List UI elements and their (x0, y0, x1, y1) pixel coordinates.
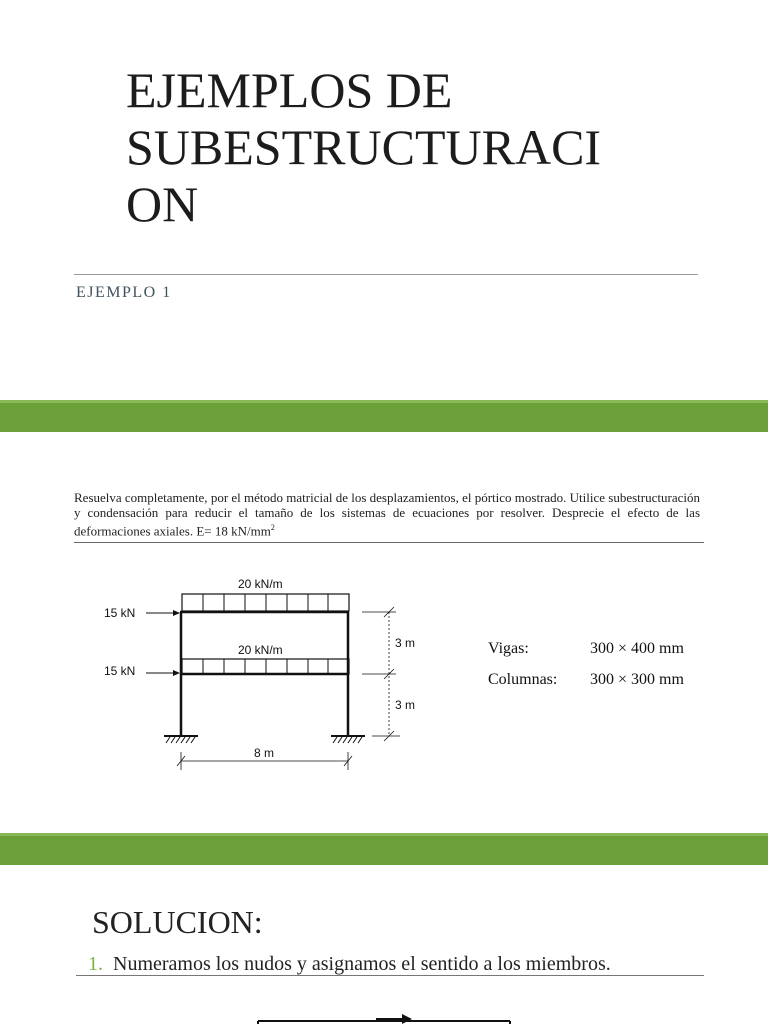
height-lower-label: 3 m (395, 698, 416, 712)
span-label: 8 m (254, 746, 275, 760)
height-upper-label: 3 m (395, 636, 416, 650)
step-divider (76, 975, 704, 976)
right-support (331, 736, 365, 743)
problem-text: Resuelva completamente, por el método matricial de los desplazamientos, el pórtico mostrado. Utilice subestructuración y condensación para reducir el tamaño de los sistemas de ecuaciones por resolver. Desprecie el efecto de las deformaciones axiales. E= 18 kN/mm (74, 490, 700, 539)
step-text: Numeramos los nudos y asignamos el sentido a los miembros. (113, 953, 611, 975)
solution-heading: SOLUCION: (92, 904, 263, 940)
top-load-label: 20 kN/m (238, 577, 283, 591)
title-divider (74, 274, 698, 275)
title-line: ON (126, 176, 199, 232)
force-mid-label: 15 kN (104, 664, 136, 678)
subtitle: EJEMPLO 1 (76, 284, 172, 301)
step-number: 1. (88, 953, 103, 975)
property-value: 300 × 400 mm (590, 640, 684, 657)
title-line: EJEMPLOS DE (126, 62, 453, 118)
property-name: Columnas: (488, 671, 558, 688)
mid-load-divisions (203, 659, 328, 674)
property-row (488, 640, 684, 671)
force-top-arrowhead (173, 610, 180, 616)
property-row (488, 671, 684, 702)
slide-separator (0, 836, 768, 865)
mid-load-label: 20 kN/m (238, 643, 283, 657)
title-line: SUBESTRUCTURACI (126, 119, 602, 175)
top-load-divisions (203, 594, 328, 611)
property-name: Vigas: (488, 640, 529, 657)
solution-step (88, 953, 611, 976)
problem-statement (74, 490, 700, 538)
left-support (164, 736, 198, 743)
solution-diagram (256, 1010, 516, 1024)
height-dimension (362, 607, 400, 741)
problem-divider (74, 542, 704, 543)
page-title (126, 62, 726, 233)
slide-separator (0, 403, 768, 432)
force-top-label: 15 kN (104, 606, 136, 620)
property-value: 300 × 300 mm (590, 671, 684, 688)
section-properties (488, 640, 684, 702)
problem-exponent: 2 (270, 523, 275, 532)
force-mid-arrowhead (173, 670, 180, 676)
frame-diagram (96, 568, 426, 778)
member-direction-arrowhead (402, 1014, 412, 1024)
